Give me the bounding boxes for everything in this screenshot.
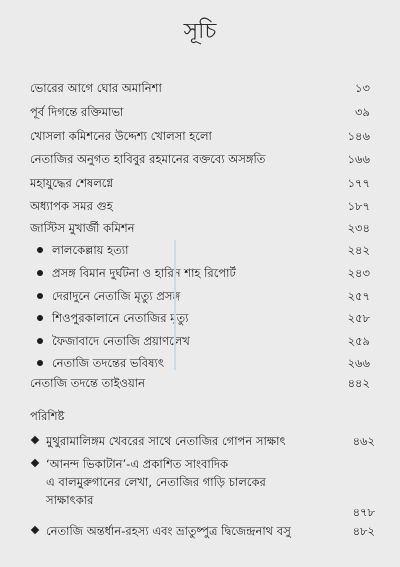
- appendix-item-line: সাক্ষাৎকার: [46, 493, 94, 507]
- toc-entry-page: ১৪৬: [347, 129, 370, 143]
- toc-entry[interactable]: [30, 126, 370, 146]
- toc-subentry-page: ২৫৯: [347, 334, 370, 348]
- appendix-item[interactable]: [30, 455, 375, 519]
- appendix-item[interactable]: [30, 522, 375, 540]
- toc-entry[interactable]: [30, 373, 370, 393]
- toc-subentry-page: ২৬৬: [347, 356, 370, 370]
- toc-subentry-label: লালকেল্লায় হত্যা: [52, 243, 129, 257]
- toc-subentry-label: দেরাদুনে নেতাজি মৃত্যু প্রসঙ্গ: [52, 289, 181, 303]
- toc-subentry-page: ২৫৮: [347, 311, 370, 325]
- toc-entry-page: ৪৪২: [347, 376, 370, 390]
- appendix-item-line: ‘আনন্দ ভিকাটান’-এ প্রকাশিত সাংবাদিক: [46, 457, 229, 471]
- appendix-item-page: ৪৬২: [352, 434, 375, 448]
- appendix-heading: পরিশিষ্ট: [30, 409, 65, 423]
- toc-subentry[interactable]: [30, 263, 370, 283]
- page-title: সূচি: [183, 19, 217, 44]
- bullet-icon: [37, 338, 43, 344]
- toc-entry-page: ৩৯: [355, 105, 370, 119]
- toc-entry-label: পূর্ব দিগন্তে রক্তিমাভা: [30, 105, 124, 119]
- toc-entry-page: ১৬৬: [347, 152, 370, 166]
- watermark-mark: [174, 240, 190, 370]
- bullet-icon: [37, 360, 43, 366]
- appendix-item-line: মুথুরামালিঙ্গম খেবরের সাথে নেতাজির গোপন সাক্ষাৎ: [46, 434, 286, 448]
- toc-entry-label: জাস্টিস মুখার্জী কমিশন: [30, 221, 135, 235]
- toc-entry-label: অধ্যাপক সমর গুহ: [30, 199, 113, 213]
- appendix-item-line: এ বালমুরুগানের লেখা, নেতাজির গাড়ি চালকের: [46, 475, 266, 489]
- bullet-icon: [37, 247, 43, 253]
- bullet-icon: [37, 293, 43, 299]
- toc-entry-page: ২৩৪: [347, 221, 370, 235]
- appendix-item-line: নেতাজি অন্তর্ধান-রহস্য এবং ভ্রাতুষ্পুত্র দ্বিজেন্দ্রনাথ বসু: [46, 524, 291, 538]
- toc-subentry-label: প্রসঙ্গ বিমান দুর্ঘটনা ও হারিন শাহ রিপোর্ট: [52, 266, 236, 280]
- toc-subentry-page: ২৪৩: [347, 266, 370, 280]
- toc-subentry[interactable]: [30, 353, 370, 373]
- toc-entry[interactable]: [30, 218, 370, 238]
- toc-entry-label: নেতাজি তদন্তে তাইওয়ান: [30, 376, 145, 390]
- bullet-icon: [37, 315, 43, 321]
- toc-entry-label: ভোরের আগে ঘোর অমানিশা: [30, 81, 162, 95]
- toc-entry[interactable]: [30, 78, 370, 98]
- diamond-bullet-icon: [31, 436, 39, 444]
- toc-entry[interactable]: [30, 102, 370, 122]
- toc-subentry[interactable]: [30, 240, 370, 260]
- toc-subentry-label: নেতাজি তদন্তের ভবিষ্যৎ: [52, 356, 165, 370]
- toc-entry[interactable]: [30, 173, 370, 193]
- appendix-item-page: ৪৮২: [352, 524, 375, 538]
- toc-subentry[interactable]: [30, 308, 370, 328]
- toc-entry-label: নেতাজির অনুগত হাবিবুর রহমানের বক্তব্যে অসঙ্গতি: [30, 152, 266, 166]
- toc-entry-page: ১৮৭: [347, 199, 370, 213]
- toc-entry-page: ১৭৭: [347, 176, 370, 190]
- toc-entry-label: খোসলা কমিশনের উদ্দেশ্য খোলসা হলো: [30, 129, 212, 143]
- toc-subentry-page: ২৪২: [347, 243, 370, 257]
- bullet-icon: [37, 270, 43, 276]
- toc-subentry-page: ২৫৭: [347, 289, 370, 303]
- toc-subentry[interactable]: [30, 331, 370, 351]
- toc-subentry-label: ফৈজাবাদে নেতাজি প্রয়াণলেখ: [52, 334, 190, 348]
- toc-subentry[interactable]: [30, 286, 370, 306]
- toc-entry[interactable]: [30, 196, 370, 216]
- appendix-item[interactable]: [30, 432, 375, 450]
- appendix-item-page: ৪৭৮: [352, 505, 375, 519]
- diamond-bullet-icon: [31, 459, 39, 467]
- toc-subentry-label: শিওপুরকালানে নেতাজির মৃত্যু: [52, 311, 189, 325]
- toc-entry-page: ১৩: [355, 81, 370, 95]
- toc-entry[interactable]: [30, 149, 370, 169]
- toc-entry-label: মহাযুদ্ধের শেষলগ্নে: [30, 176, 114, 190]
- diamond-bullet-icon: [31, 526, 39, 534]
